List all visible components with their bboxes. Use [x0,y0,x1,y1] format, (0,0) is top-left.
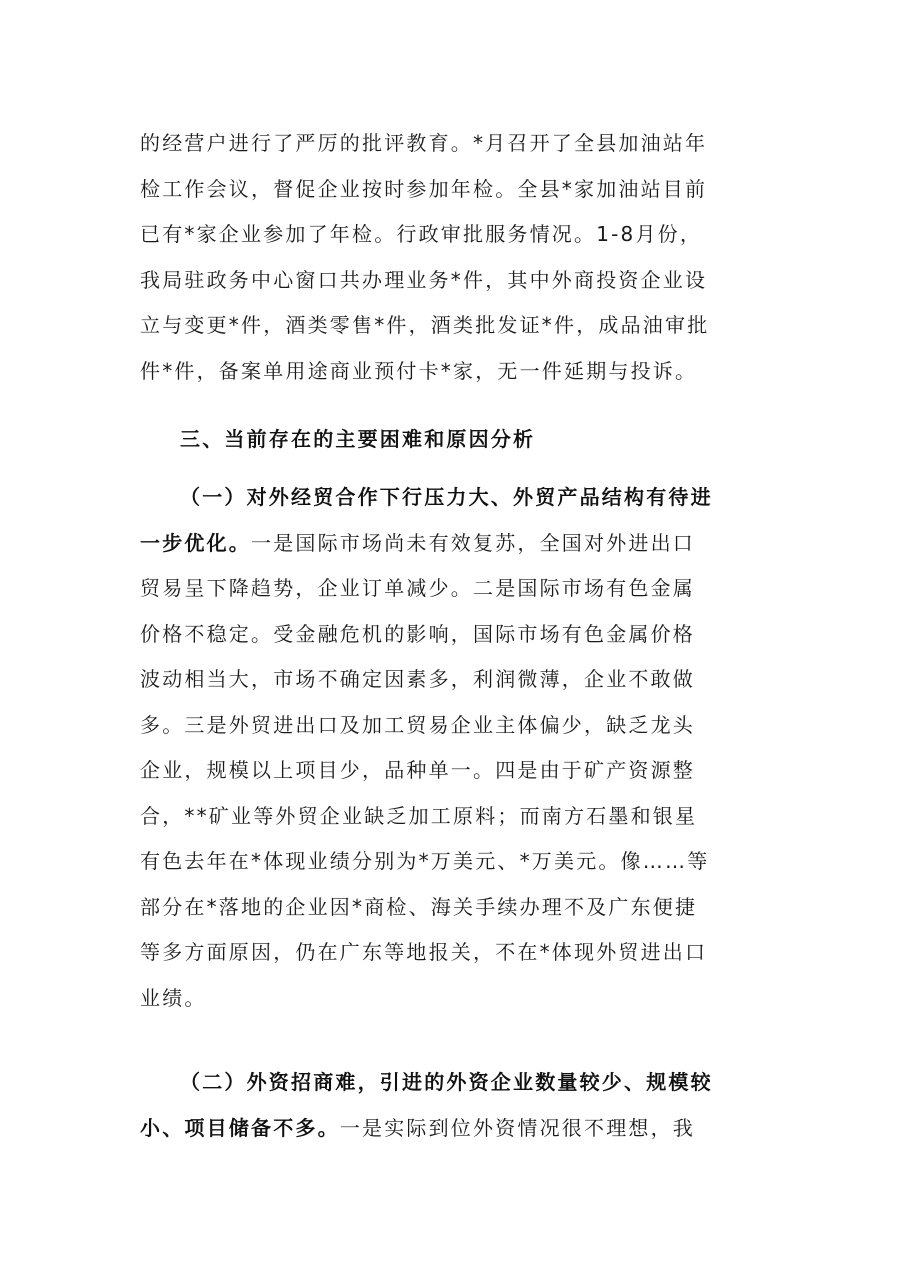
text-segment: 一是实际到位外资情况很不理想，我 [339,1115,696,1140]
text-line: 已有*家企业参加了年检。行政审批服务情况。1-8月份， [140,222,703,246]
text-line: 多。三是外贸进出口及加工贸易企业主体偏少，缺乏龙头 [140,712,695,737]
text-line: 我局驻政务中心窗口共办理业务*件，其中外商投资企业设 [140,267,708,292]
paragraph-continued [140,121,772,394]
text-line: 贸易呈下降趋势，企业订单减少。二是国际市场有色金属 [140,576,695,600]
text-line: 的经营户进行了严厉的批评教育。*月召开了全县加油站年 [140,131,708,155]
text-line [140,1106,772,1152]
text-line: 合，**矿业等外贸企业缺乏加工原料；而南方石墨和银星 [140,803,698,828]
subsection-2 [140,1060,772,1151]
text-line: 业绩。 [140,985,207,1010]
text-line: 企业，规模以上项目少，品种单一。四是由于矿产资源整 [140,758,695,782]
text-line: 波动相当大，市场不确定因素多，利润微薄，企业不敢做 [140,667,695,691]
subsection-1 [140,475,772,1021]
subsection-2-heading-end: 小、项目储备不多。 [140,1115,340,1140]
text-line: 件*件，备案单用途商业预付卡*家，无一件延期与投诉。 [140,358,698,383]
subsection-1-heading: （一）对外经贸合作下行压力大、外贸产品结构有待进 [180,485,713,509]
text-line: 等多方面原因，仍在广东等地报关，不在*体现外贸进出口 [140,940,708,964]
subsection-2-heading: （二）外资招商难，引进的外资企业数量较少、规模较 [180,1070,713,1094]
text-line: 价格不稳定。受金融危机的影响，国际市场有色金属价格 [140,621,695,646]
text-line: 部分在*落地的企业因*商检、海关手续办理不及广东便捷 [140,894,698,919]
text-line: 立与变更*件，酒类零售*件，酒类批发证*件，成品油审批 [140,313,710,337]
text-line: 检工作会议，督促企业按时参加年检。全县*家加油站目前 [140,176,708,201]
subsection-1-heading-end: 一步优化。 [140,530,251,555]
text-segment: 一是国际市场尚未有效复苏，全国对外进出口 [251,530,695,555]
section-heading: 三、当前存在的主要困难和原因分析 [180,427,536,451]
text-line [140,521,772,567]
text-line: 有色去年在*体现业绩分别为*万美元、*万美元。像……等 [140,849,710,873]
